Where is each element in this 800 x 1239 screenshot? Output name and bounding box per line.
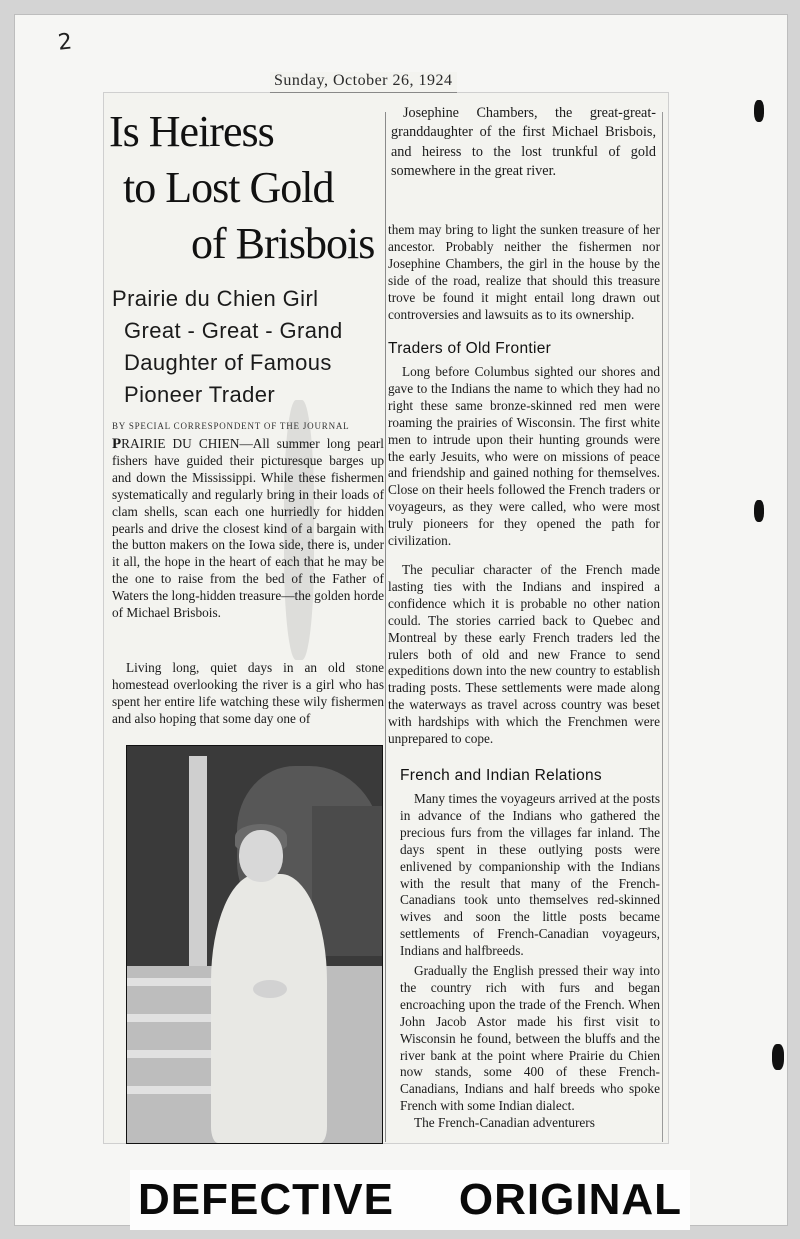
- punch-hole-mark: [754, 500, 764, 522]
- subheadline-line-4: Pioneer Trader: [124, 382, 276, 407]
- defective-original-stamp: [130, 1170, 690, 1230]
- section-heading-traders: Traders of Old Frontier: [388, 340, 552, 357]
- lead-paragraph-text: RAIRIE DU CHIEN—All summer long pearl fishers have guided their picturesque barges up and down the Mississippi. While these fishermen systematically and regularly bring in their loads of clam shells, scan each one hurriedly for hidden pearls and drive the closest kind of a bargain with the button makers on the Iowa side, there is, under it all, the hope in the heart of each that he may be the one to raise from the bed of the Father of Waters the long-hidden treasure—the golden horde of Michael Brisbois.: [112, 436, 384, 621]
- clipping-right-edge: [662, 112, 663, 1142]
- punch-hole-mark: [772, 1044, 784, 1070]
- drop-cap: P: [112, 436, 122, 452]
- relations-paragraph-3: The French-Canadian adventurers: [414, 1115, 595, 1131]
- subheadline-line-2: Great - Great - Grand: [124, 318, 343, 343]
- dateline: Sunday, October 26, 1924: [270, 72, 457, 93]
- relations-paragraph-2: [400, 963, 660, 1132]
- photo-porch-pillar: [189, 756, 207, 986]
- traders-paragraph-2: The peculiar character of the French made lasting ties with the Indians and inspired a confidence which it is probable no other nation could. The stories carried back to Quebec and Montreal by these early French traders led the rulers both of old and new France to send expeditions down into the new country to establish trading posts. These settlements were made along the waterways as travel across country was beset with hardships with which the Frenchmen were unprepared to cope.: [388, 562, 660, 747]
- subheadline-line-3: Daughter of Famous: [124, 350, 332, 375]
- subheadline: [112, 283, 387, 411]
- headline-line-3: of Brisbois: [191, 219, 375, 268]
- punch-hole-mark: [754, 100, 764, 122]
- byline: BY SPECIAL CORRESPONDENT OF THE JOURNAL: [112, 421, 350, 431]
- photo-figure-face: [239, 830, 283, 882]
- paragraph-2: Living long, quiet days in an old stone homestead overlooking the river is a girl who has spent her entire life watching these wily fishermen and also hoping that some day one of: [112, 660, 384, 726]
- stamp-word-original: ORIGINAL: [458, 1175, 682, 1224]
- headline: [105, 104, 385, 272]
- photo-caption: Josephine Chambers, the great-great-granddaughter of the first Michael Brisbois, and heiress to the lost trunkful of gold somewhere in the great river.: [391, 105, 656, 179]
- relations-paragraph-2-text: Gradually the English pressed their way into the country rich with furs and began encroaching upon the trade of the French. When John Jacob Astor made his first visit to Wisconsin he found, between the bluffs and the river bank at the point where Prairie du Chien now stands, some 400 of these French-Canadians, Indians and half breeds who spoke French with some Indian dialect.: [400, 963, 660, 1114]
- stamp-word-defective: DEFECTIVE: [138, 1175, 394, 1224]
- photo-chair: [312, 806, 382, 956]
- subheadline-line-1: Prairie du Chien Girl: [112, 286, 319, 311]
- headline-line-1: Is Heiress: [109, 107, 274, 156]
- relations-paragraph-1: Many times the voyageurs arrived at the posts in advance of the Indians who gathered the precious furs from the villages far inland. The days spent in these outlying posts were enlivened by companionship with the Indians with the result that many of the French-Canadians took unto themselves red-skinned wives and soon the little posts became settlements of French-Canadian voyageurs, Indians and halfbreeds.: [400, 791, 660, 959]
- continued-paragraph: them may bring to light the sunken treasure of her ancestor. Probably neither the fishermen nor Josephine Chambers, the girl in the house by the side of the road, realize that should this treasure trove be found it might entail long drawn out controversies and lawsuits as to its ownership.: [388, 222, 660, 322]
- portrait-photo: [126, 745, 383, 1144]
- lead-paragraph: [112, 436, 384, 622]
- photo-figure-dress: [211, 874, 327, 1143]
- section-heading-relations: French and Indian Relations: [400, 767, 602, 784]
- headline-line-2: to Lost Gold: [123, 163, 334, 212]
- photo-figure-hands: [253, 980, 287, 998]
- column-rule: [385, 112, 386, 1142]
- traders-paragraph-1: Long before Columbus sighted our shores and gave to the Indians the name to which they had no right these same bronze-skinned red men were roaming the prairies of Wisconsin. The first white men to intrude upon their hunting grounds were the early Jesuits, who were on missions of peace and friendship and gained nothing for themselves. Close on their heels followed the French traders or voyageurs, as they were called, who were most truly pioneers for they opened the path for civilization.: [388, 364, 660, 549]
- handwritten-page-number: 2: [56, 29, 74, 56]
